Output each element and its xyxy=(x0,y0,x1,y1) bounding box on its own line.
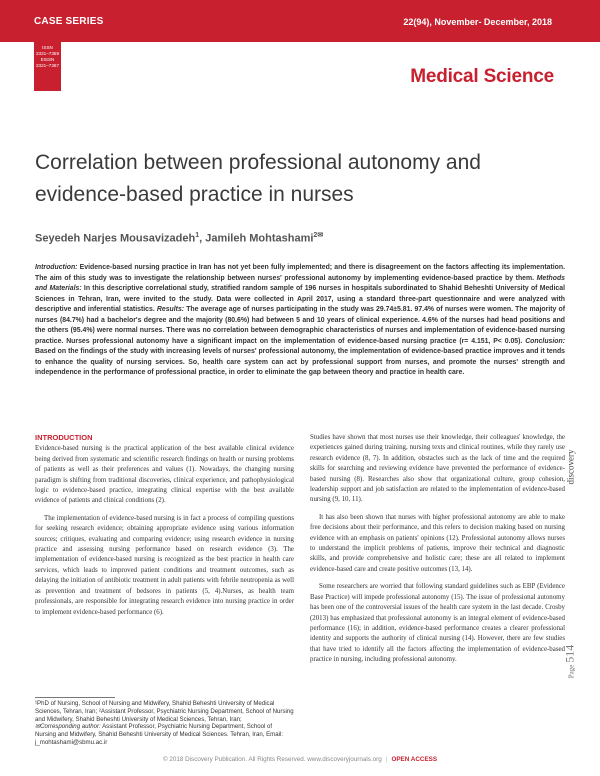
abstract-intro-label: Introduction: xyxy=(35,264,78,271)
author-2-affiliation: 2 xyxy=(313,232,318,239)
affiliations-footnote: ¹PhD of Nursing, School of Nursing and Midwifery, Shahid Beheshti University of Medical Sciences, Tehran, Iran; ²Assistant Professor, Psychiatric Nursing Department, School of Nursing and Midwifery, Shahid Beheshti University of Medical Sciences, Tehran, Iran; xyxy=(35,700,294,723)
author-1: Seyedeh Narjes Mousavizadeh xyxy=(35,232,196,245)
corresponding-label: ✉Corresponding author: xyxy=(35,723,101,731)
footnotes xyxy=(35,700,294,747)
issn-label: ISSN xyxy=(42,45,53,50)
author-separator: , xyxy=(199,232,206,245)
section-heading-introduction: INTRODUCTION xyxy=(35,433,93,442)
issn-value: 2321–7359 xyxy=(36,51,59,56)
issn-box xyxy=(34,42,61,91)
abstract-methods-text: In this descriptive correlational study, stratified random sample of 196 nurses in hospitals subordinated to Shahid Beheshti University of Medical Sciences in Tehran, Iran, were invited to the study. Data were collected in April 2017, using a standard three-part questionnaire and were analyzed with descriptive and inferential statistics. xyxy=(35,285,565,313)
article-title: Correlation between professional autonomy and evidence-based practice in nurses xyxy=(35,151,481,206)
page-number-value: 514 xyxy=(562,644,577,663)
abstract-conclusion-label: Conclusion: xyxy=(525,337,565,345)
page-label: Page xyxy=(567,664,576,679)
abstract-conclusion-text: Based on the findings of the study with increasing levels of nurses' professional autonomy, the implementation of evidence-based practice improves and it tends to enhance the quality of nursing services. So, health care system can act by professional support from nurses, and promote the nurses' strength and independence in the performance of professional practice, in order to eliminate the gap between theory and practice in health care. xyxy=(35,348,565,376)
body-paragraph: Some researchers are worried that following standard guidelines such as EBP (Evidence Base Practice) will impede professional autonomy (15). The issue of professional autonomy has been one of the controversial issues of the health care system in the last decade. Crosby (2013) has emphasized that professional autonomy is an integral element of evidence-based performance (16); in addition, evidence-based performance creates a clearer professional identity and supports the authority of clinical nursing (14). However, there are few studies that have tried to identify all the factors affecting the implementation of evidence-based practice in nursing, including professional autonomy. xyxy=(310,583,565,664)
footnote-divider xyxy=(35,697,115,698)
eissn-value: 2321–7367 xyxy=(36,63,59,68)
body-paragraph: Studies have shown that most nurses use their knowledge, their colleagues' knowledge, the experiences gained during training, nursing texts and clinical routines, while they rarely use research evidence (8, 7). In addition, obstacles such as the lack of time and the required skills for searching and reviewing evidence have prevented the performance of evidence-based nursing (8). Researches also show that organizational culture, group cohesion, leadership support and job satisfaction are related to the implementation of evidence-based nursing (9, 10, 11). xyxy=(310,434,565,504)
right-column xyxy=(310,433,565,666)
corresponding-footnote xyxy=(35,723,294,746)
journal-name: Medical Science xyxy=(410,66,554,87)
page-number xyxy=(562,632,593,692)
mail-icon: ✉ xyxy=(317,232,324,239)
author-2: Jamileh Mohtashami xyxy=(205,232,314,245)
issue-info: 22(94), November- December, 2018 xyxy=(403,17,552,27)
body-paragraph: The implementation of evidence-based nursing is in fact a process of compiling questions for seeking research evidence; obtaining appropriate evidence using various information sources; critiques, evaluating and comparing evidence; using research evidence in nursing practice and assessing nursing performance based on research evidence (3). The implementation of evidence-based nursing is recognized as the best practice in health care services, which leads to improved patient conditions and treatment outcomes, such as delaying the initiation of antibiotic treatment in adult patients with febrile neutropenia as well as prevention and treatment of bedsores in patients (5, 4).Nurses, as health team professionals, are responsible for integrating research evidence into nursing practice in order to implement evidence-based performance (6). xyxy=(35,514,294,616)
corresponding-text: Assistant Professor, Psychiatric Nursing Department, School of Nursing and Midwifery, Shahid Beheshti University of Medical Sciences. Tehran, Iran, Email: j_mohtashami@sbmu.ac.ir xyxy=(35,723,284,746)
article-type-label: CASE SERIES xyxy=(34,16,104,27)
abstract-intro-text: Evidence-based nursing practice in Iran has not yet been fully implemented; and there is disagreement on the factors affecting its implementation. The aim of this study was to investigate the relationship between nurses' professional autonomy by implementing evidence-based practice by them. xyxy=(35,264,565,282)
abstract-results-label: Results: xyxy=(156,306,185,313)
discovery-logo xyxy=(565,440,591,500)
footer-separator: | xyxy=(385,756,388,763)
abstract-methods-label: Methods and Materials: xyxy=(35,274,565,292)
open-access-badge: OPEN ACCESS xyxy=(391,756,438,763)
author-list xyxy=(35,231,323,245)
abstract-results-text: The average age of nurses participating in the study was 29.74±5.81. 97.4% of nurses were women. The majority of nurses (84.7%) had a bachelor's degree and the majority (80.6%) had between 5 and 10 years of clinical experience. 4.6% of the nurses had head positions and the others (95.4%) were normal nurses. There was no correlation between demographic characteristics of nurses and implementation of evidence-based nursing practice. Nurses professional autonomy have a significant impact on the implementation of evidence-based nursing practice (r= 4.151, P< 0.05). xyxy=(35,306,565,345)
left-column xyxy=(35,433,294,618)
copyright-text: © 2018 Discovery Publication. All Rights Reserved. www.discoveryjournals.org xyxy=(162,756,382,763)
header-band xyxy=(0,0,600,42)
abstract xyxy=(35,263,565,379)
page-footer xyxy=(0,756,600,763)
discovery-logo-text: discovery xyxy=(565,449,576,485)
author-1-affiliation: 1 xyxy=(195,232,200,239)
eissn-label: EISSN xyxy=(40,57,55,62)
body-paragraph: It has also been shown that nurses with higher professional autonomy are able to make free decisions about their performance, and this refers to decision making based on nursing evidence with an emphasis on patients' opinions (12). Professional autonomy allows nurses to understand the implicit problems of patients, improve their technical and diagnostic skills, and provide comprehensive and holistic care; these are all related to implement evidence-based care and create positive outcomes (13, 14). xyxy=(310,513,565,573)
body-paragraph: Evidence-based nursing is the practical application of the best available clinical evidence being derived from systematic and scientific research findings on health or nursing problems of patients as well as their preferences and values (1). Nowadays, the changing nursing paradigm is shifting from traditional discoveries, clinical experience, and pathophysiological logic to evidence-based practice, integrating clinical expertise with the best available evidence of patients and clinical conditions (2). xyxy=(35,445,294,505)
